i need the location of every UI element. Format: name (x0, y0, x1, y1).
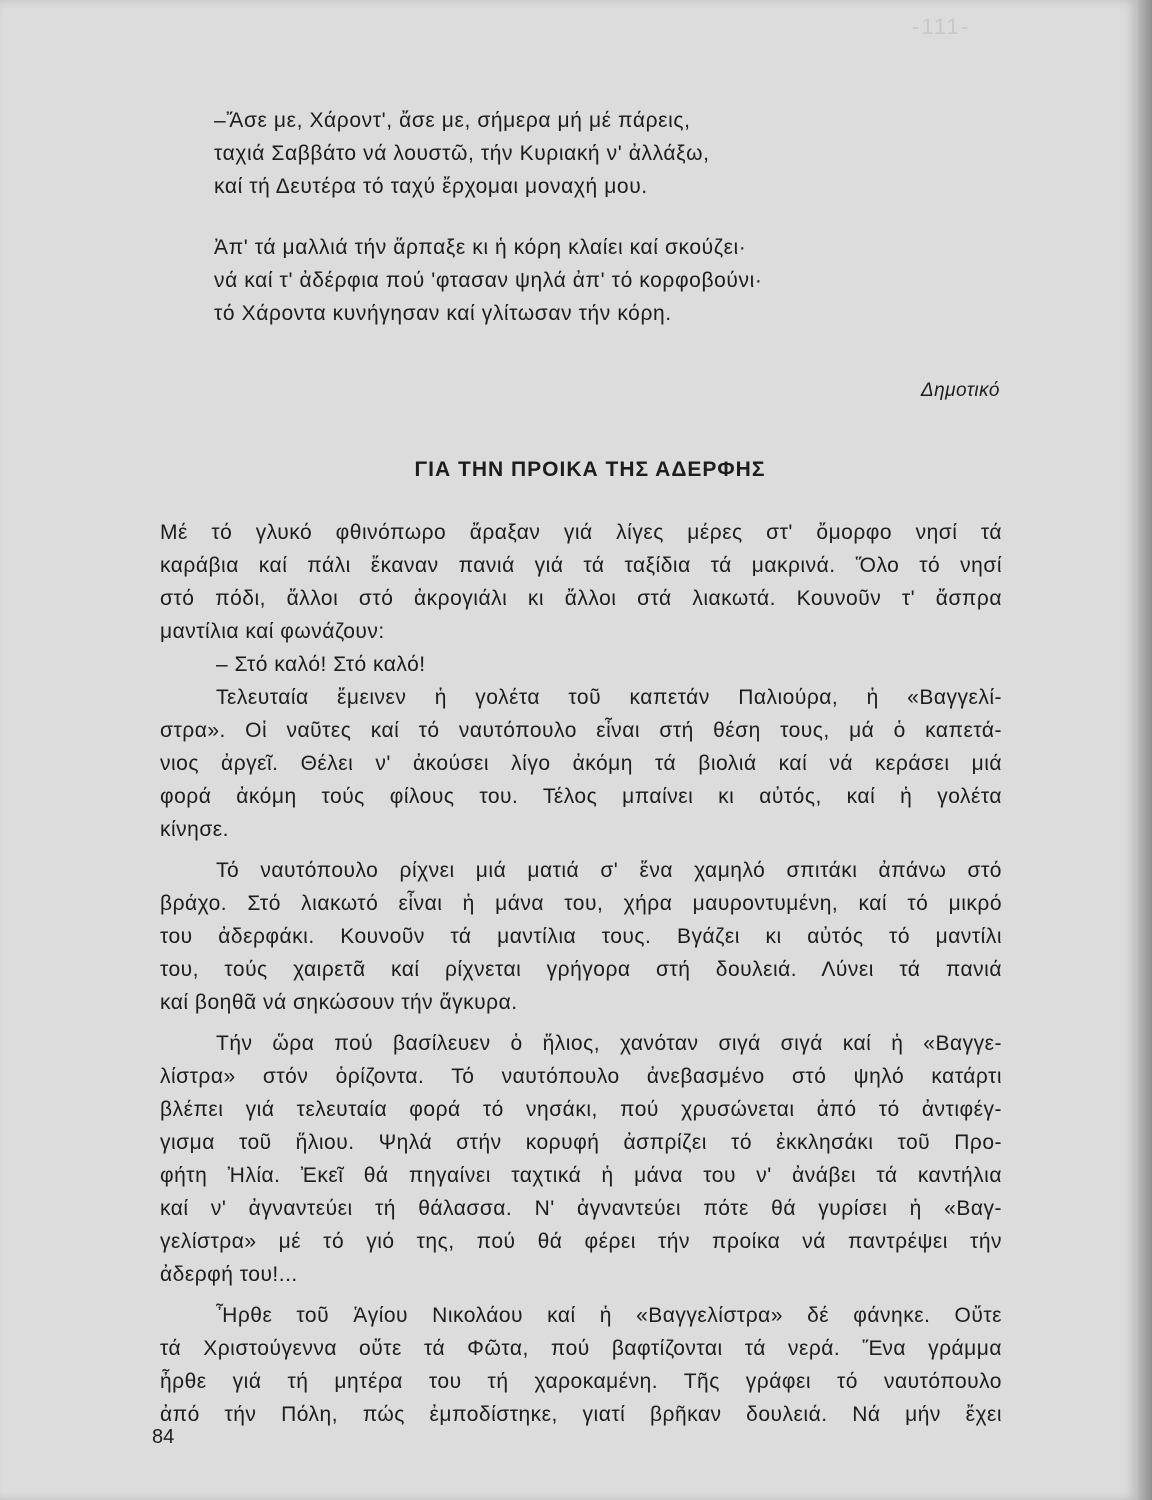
poem-attribution: Δημοτικό (920, 380, 1000, 401)
story-text (160, 516, 1002, 1431)
page-edge-shadow (1138, 0, 1152, 1500)
section-title: ΓΙΑ ΤΗΝ ΠΡΟΙΚΑ ΤΗΣ ΑΔΕΡΦΗΣ (414, 458, 766, 481)
text-line: του, τούς χαιρετᾶ καί ρίχνεται γρήγορα στή δουλειά. Λύνει τά πανιά (160, 958, 1002, 981)
poem-line: –Ἄσε με, Χάροντ', ἄσε με, σήμερα μή μέ πάρεις, (214, 109, 691, 132)
text-line: του ἀδερφάκι. Κουνοῦν τά μαντίλια τους. Βγάζει κι αὐτός τό μαντίλι (160, 925, 1002, 948)
text-line: Τό ναυτόπουλο ρίχνει μιά ματιά σ' ἕνα χαμηλό σπιτάκι ἀπάνω στό (216, 859, 1002, 882)
poem-line: Ἀπ' τά μαλλιά τήν ἅρπαξε κι ἡ κόρη κλαίει καί σκούζει· (214, 236, 747, 259)
poem-line: ταχιά Σαββάτο νά λουστῶ, τήν Κυριακή ν' ἀλλάξω, (214, 142, 710, 165)
folk-poem (214, 104, 1014, 330)
paragraph-6 (160, 1299, 1002, 1431)
text-line: Μέ τό γλυκό φθινόπωρο ἄραξαν γιά λίγες μέρες στ' ὄμορφο νησί τά (160, 521, 1002, 544)
text-line: φήτη Ἠλία. Ἐκεῖ θά πηγαίνει ταχτικά ἡ μάνα του ν' ἀνάβει τά καντήλια (160, 1164, 1002, 1187)
poem-line: καί τή Δευτέρα τό ταχύ ἔρχομαι μοναχή μου. (214, 175, 648, 198)
text-line: νιος ἀργεῖ. Θέλει ν' ἀκούσει λίγο ἀκόμη τά βιολιά καί νά κεράσει μιά (160, 752, 1002, 775)
text-line: καράβια καί πάλι ἔκαναν πανιά γιά τά ταξίδια τά μακρινά. Ὅλο τό νησί (160, 554, 1002, 577)
text-line: στό πόδι, ἄλλοι στό ἀκρογιάλι κι ἄλλοι στά λιακωτά. Κουνοῦν τ' ἄσπρα (160, 587, 1002, 610)
paragraph-2 (160, 648, 1002, 681)
paragraph-4 (160, 854, 1002, 1019)
text-line: Τελευταία ἔμεινεν ἡ γολέτα τοῦ καπετάν Παλιούρα, ἡ «Βαγγελί- (216, 686, 1002, 709)
text-line: καί ν' ἀγναντεύει τή θάλασσα. Ν' ἀγναντεύει πότε θά γυρίσει ἡ «Βαγ- (160, 1197, 1002, 1220)
paragraph-5 (160, 1027, 1002, 1291)
paragraph-1 (160, 516, 1002, 648)
poem-stanza-2 (214, 231, 1014, 330)
text-line: βράχο. Στό λιακωτό εἶναι ἡ μάνα του, χήρα μαυροντυμένη, καί τό μικρό (160, 892, 1002, 915)
text-line: γελίστρα» μέ τό γιό της, πού θά φέρει τήν προίκα νά παντρέψει τήν (160, 1230, 1002, 1253)
text-line: γισμα τοῦ ἥλιου. Ψηλά στήν κορυφή ἀσπρίζει τό ἐκκλησάκι τοῦ Προ- (160, 1131, 1002, 1154)
text-line: Ἦρθε τοῦ Ἁγίου Νικολάου καί ἡ «Βαγγελίστρα» δέ φάνηκε. Οὔτε (216, 1304, 1002, 1327)
text-line: Τήν ὥρα πού βασίλευεν ὁ ἥλιος, χανόταν σιγά σιγά καί ἡ «Βαγγε- (216, 1032, 1002, 1055)
poem-line: τό Χάροντα κυνήγησαν καί γλίτωσαν τήν κόρη. (214, 302, 672, 325)
text-line: κίνησε. (160, 818, 230, 841)
text-line: βλέπει γιά τελευταία φορά τό νησάκι, πού χρυσώνεται ἀπό τό ἀντιφέγ- (160, 1098, 1002, 1121)
text-line: στρα». Οἱ ναῦτες καί τό ναυτόπουλο εἶναι στή θέση τους, μά ὁ καπετά- (160, 719, 1002, 742)
text-line: ἦρθε γιά τή μητέρα του τή χαροκαμένη. Τῆς γράφει τό ναυτόπουλο (160, 1370, 1002, 1393)
paragraph-3 (160, 681, 1002, 846)
text-line: λίστρα» στόν ὁρίζοντα. Τό ναυτόπουλο ἀνεβασμένο στό ψηλό κατάρτι (160, 1065, 1002, 1088)
page-number: 84 (152, 1426, 175, 1448)
poem-line: νά καί τ' ἀδέρφια πού 'φτασαν ψηλά ἀπ' τό κορφοβούνι· (214, 269, 763, 292)
text-line: τά Χριστούγεννα οὔτε τά Φῶτα, πού βαφτίζονται τά νερά. Ἕνα γράμμα (160, 1337, 1002, 1360)
text-line: ἀπό τήν Πόλη, πώς ἐμποδίστηκε, γιατί βρῆκαν δουλειά. Νά μήν ἔχει (160, 1403, 1002, 1426)
dialogue-line: – Στό καλό! Στό καλό! (216, 653, 426, 676)
bleed-through-mark: -111- (912, 14, 971, 39)
poem-stanza-1 (214, 104, 1014, 203)
text-line: ἀδερφή του!... (160, 1263, 298, 1286)
text-line: μαντίλια καί φωνάζουν: (160, 620, 385, 643)
stanza-gap (214, 203, 1014, 231)
text-line: φορά ἀκόμη τούς φίλους του. Τέλος μπαίνει κι αὐτός, καί ἡ γολέτα (160, 785, 1002, 808)
text-line: καί βοηθᾶ νά σηκώσουν τήν ἄγκυρα. (160, 991, 518, 1014)
